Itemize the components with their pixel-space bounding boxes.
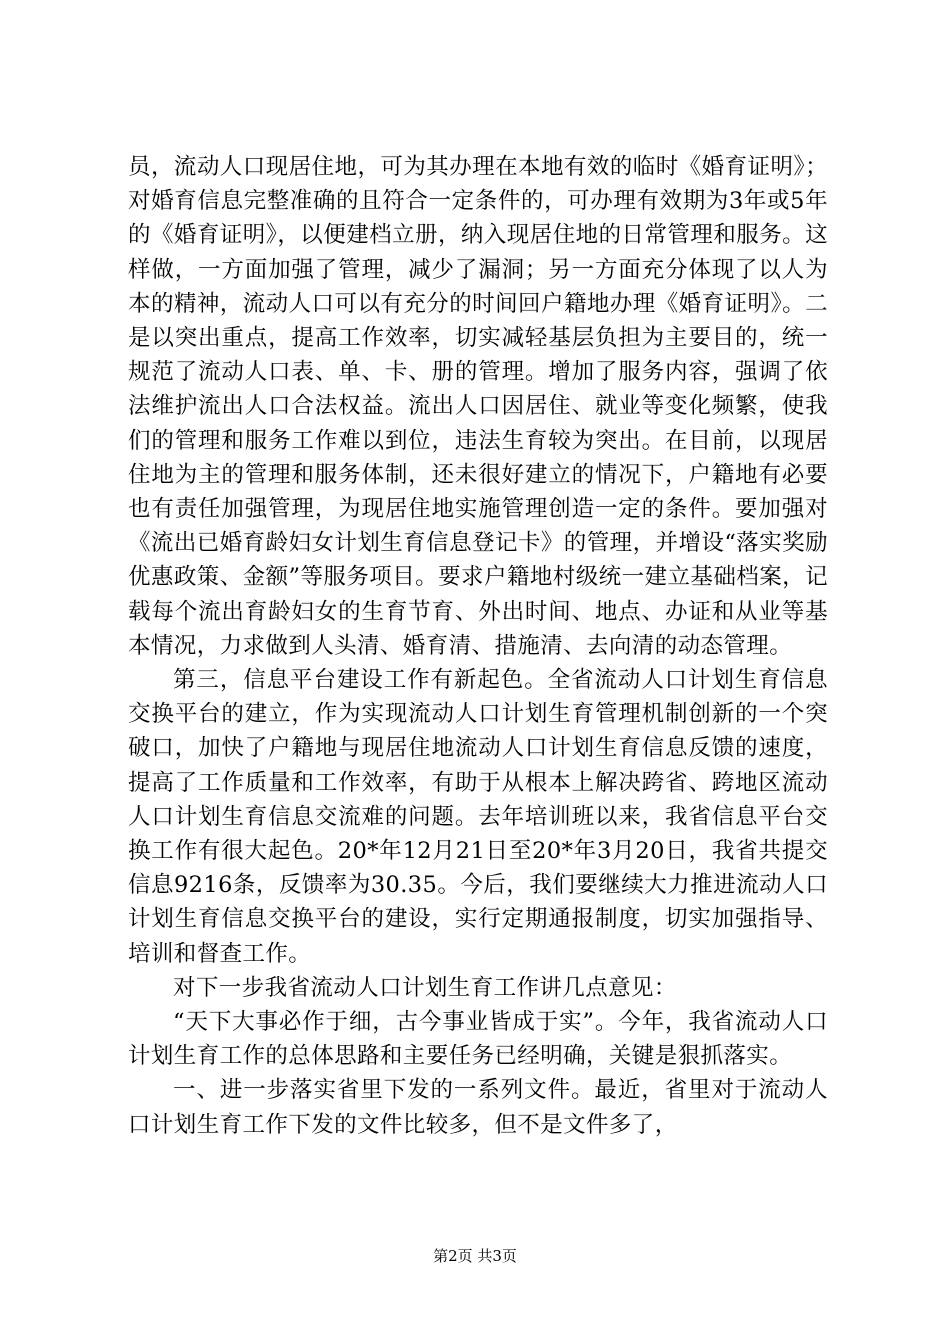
paragraph-4: “天下大事必作于细，古今事业皆成于实”。今年，我省流动人口计划生育工作的总体思路和主要任务已经明确，关键是狠抓落实。 xyxy=(128,1009,828,1070)
document-body xyxy=(128,150,828,1142)
paragraph-5: 一、进一步落实省里下发的一系列文件。最近，省里对于流动人口计划生育工作下发的文件比较多，但不是文件多了， xyxy=(128,1077,828,1138)
paragraph-2: 第三，信息平台建设工作有新起色。全省流动人口计划生育信息交换平台的建立，作为实现流动人口计划生育管理机制创新的一个突破口，加快了户籍地与现居住地流动人口计划生育信息反馈的速度，提高了工作质量和工作效率，有助于从根本上解决跨省、跨地区流动人口计划生育信息交流难的问题。去年培训班以来，我省信息平台交换工作有很大起色。20*年12月21日至20*年3月20日，我省共提交信息9216条，反馈率为30.35。今后，我们要继续大力推进流动人口计划生育信息交换平台的建设，实行定期通报制度，切实加强指导、培训和督查工作。 xyxy=(128,667,828,967)
page-number-label: 第2页 共3页 xyxy=(433,1247,517,1265)
page-footer xyxy=(0,1246,950,1266)
paragraph-3: 对下一步我省流动人口计划生育工作讲几点意见： xyxy=(173,974,677,1001)
paragraph-1: 员，流动人口现居住地，可为其办理在本地有效的临时《婚育证明》；对婚育信息完整准确的且符合一定条件的，可办理有效期为3年或5年的《婚育证明》，以便建档立册，纳入现居住地的日常管理和服务。这样做，一方面加强了管理，减少了漏洞；另一方面充分体现了以人为本的精神，流动人口可以有充分的时间回户籍地办理《婚育证明》。二是以突出重点，提高工作效率，切实减轻基层负担为主要目的，统一规范了流动人口表、单、卡、册的管理。增加了服务内容，强调了依法维护流出人口合法权益。流出人口因居住、就业等变化频繁，使我们的管理和服务工作难以到位，违法生育较为突出。在目前，以现居住地为主的管理和服务体制，还未很好建立的情况下，户籍地有必要也有责任加强管理，为现居住地实施管理创造一定的条件。要加强对《流出已婚育龄妇女计划生育信息登记卡》的管理，并增设“落实奖励优惠政策、金额”等服务项目。要求户籍地村级统一建立基础档案，记载每个流出育龄妇女的生育节育、外出时间、地点、办证和从业等基本情况，力求做到人头清、婚育清、措施清、去向清的动态管理。 xyxy=(128,154,828,659)
